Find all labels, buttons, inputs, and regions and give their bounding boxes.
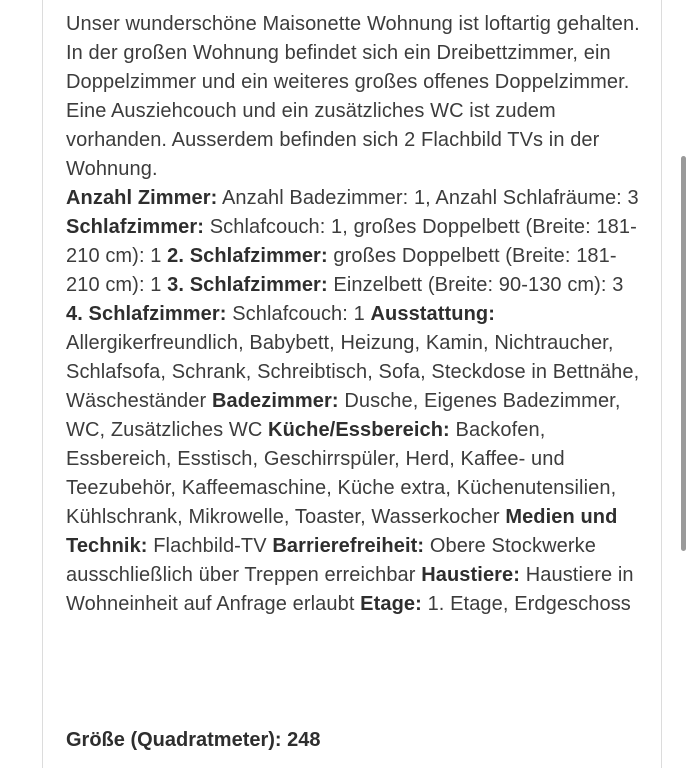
rooms-value: Anzahl Badezimmer: 1, Anzahl Schlafräume: 3 bbox=[221, 187, 639, 209]
floor-label: Etage: bbox=[360, 593, 422, 615]
size-value: 248 bbox=[287, 729, 321, 751]
bedroom4-value: Schlafcouch: 1 bbox=[232, 303, 365, 325]
listing-description-panel bbox=[42, 0, 662, 768]
bedroom2-value: großes Doppelbett (Breite: 181-210 cm): 1 bbox=[66, 245, 617, 296]
scrollbar-thumb[interactable] bbox=[681, 156, 686, 551]
equipment-value: Allergikerfreundlich, Babybett, Heizung, Kamin, Nichtraucher, Schlafsofa, Schrank, Schreibtisch, Sofa, Steckdose in Bettnähe, Wäscheständer bbox=[66, 332, 640, 412]
pets-label: Haustiere: bbox=[421, 564, 521, 586]
bedroom2-label: 2. Schlafzimmer: bbox=[167, 245, 328, 267]
intro-text: Unser wunderschöne Maisonette Wohnung ist loftartig gehalten. In der großen Wohnung befindet sich ein Dreibettzimmer, ein Doppelzimmer und ein weiteres großes offenes Doppelzimmer. Eine Ausziehcouch und ein zusätzliches WC ist zudem vorhanden. Ausserdem befinden sich 2 Flachbild TVs in der Wohnung. bbox=[66, 13, 640, 180]
accessibility-value: Obere Stockwerke ausschließlich über Treppen erreichbar bbox=[66, 535, 596, 586]
media-value: Flachbild-TV bbox=[153, 535, 267, 557]
size-label: Größe (Quadratmeter): bbox=[66, 729, 282, 751]
description-text bbox=[66, 10, 646, 619]
bedroom1-label: Schlafzimmer: bbox=[66, 216, 205, 238]
floor-value: 1. Etage, Erdgeschoss bbox=[427, 593, 631, 615]
bedroom1-value: Schlafcouch: 1, großes Doppelbett (Breite: 181-210 cm): 1 bbox=[66, 216, 637, 267]
bedroom3-value: Einzelbett (Breite: 90-130 cm): 3 bbox=[333, 274, 624, 296]
media-label: Medien und Technik: bbox=[66, 506, 618, 557]
size-line bbox=[66, 726, 321, 755]
kitchen-label: Küche/Essbereich: bbox=[268, 419, 450, 441]
bedroom3-label: 3. Schlafzimmer: bbox=[167, 274, 328, 296]
accessibility-label: Barrierefreiheit: bbox=[272, 535, 425, 557]
kitchen-value: Backofen, Essbereich, Esstisch, Geschirrspüler, Herd, Kaffee- und Teezubehör, Kaffeemaschine, Küche extra, Küchenutensilien, Kühlschrank, Mikrowelle, Toaster, Wasserkocher bbox=[66, 419, 617, 528]
bathroom-label: Badezimmer: bbox=[211, 390, 339, 412]
equipment-label: Ausstattung: bbox=[370, 303, 496, 325]
bathroom-value: Dusche, Eigenes Badezimmer, WC, Zusätzliches WC bbox=[66, 390, 621, 441]
pets-value: Haustiere in Wohneinheit auf Anfrage erlaubt bbox=[66, 564, 634, 615]
bedroom4-label: 4. Schlafzimmer: bbox=[66, 303, 227, 325]
rooms-label: Anzahl Zimmer: bbox=[66, 187, 218, 209]
